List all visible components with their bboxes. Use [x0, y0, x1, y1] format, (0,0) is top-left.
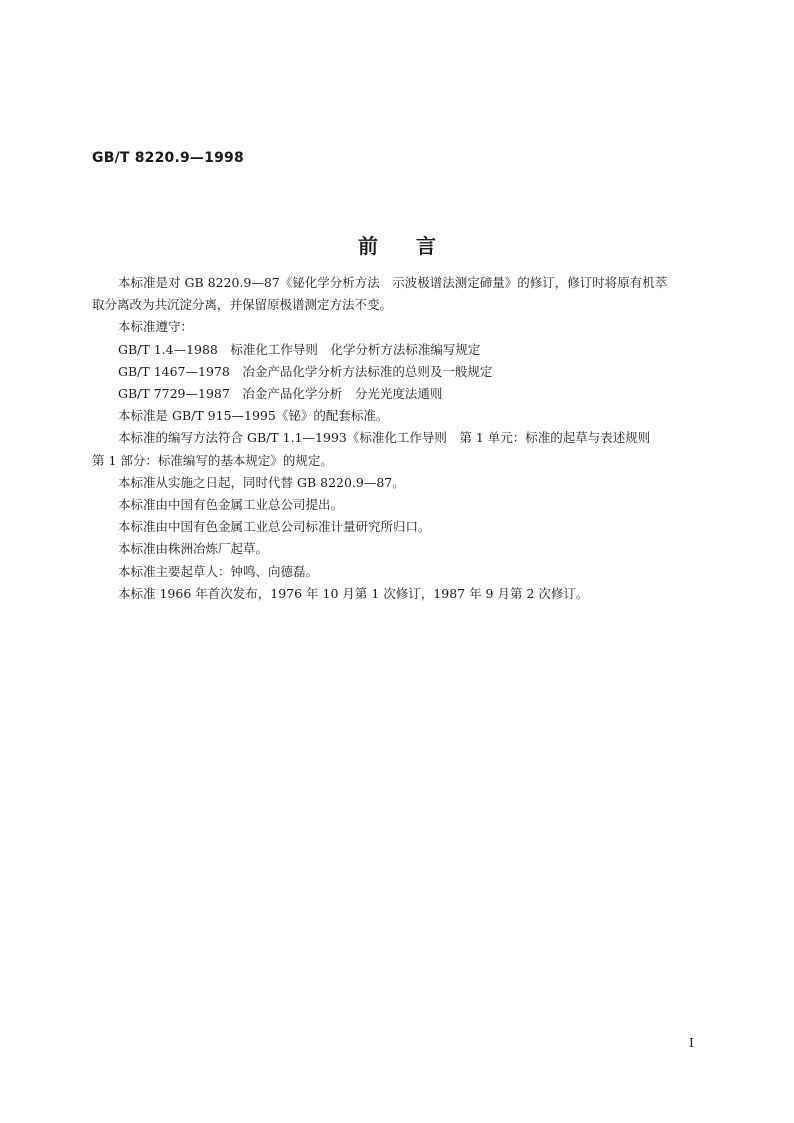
- page-number: I: [689, 1036, 694, 1050]
- standard-number: GB/T 8220.9—1998: [92, 150, 244, 166]
- paragraph-replacement: 本标准从实施之日起，同时代替 GB 8220.9—87。: [118, 474, 405, 490]
- paragraph-compliance-intro: 本标准遵守：: [118, 319, 194, 335]
- paragraph-proposer: 本标准由中国有色金属工业总公司提出。: [118, 497, 344, 513]
- reference-standard-item: GB/T 7729—1987 冶金产品化学分析 分光光度法通则: [118, 386, 443, 402]
- reference-standard-item: GB/T 1.4—1988 标准化工作导则 化学分析方法标准编写规定: [118, 341, 481, 357]
- paragraph-companion-standard: 本标准是 GB/T 915—1995《铋》的配套标准。: [118, 408, 389, 424]
- paragraph-revision-line-1: 本标准是对 GB 8220.9—87《铋化学分析方法 示波极谱法测定碲量》的修订，修订时将原有机萃: [118, 275, 668, 290]
- page-title: 前言: [358, 234, 474, 258]
- reference-standard-item: GB/T 1467—1978 冶金产品化学分析方法标准的总则及一般规定: [118, 363, 493, 379]
- foreword-body: [92, 272, 712, 605]
- paragraph-history: 本标准 1966 年首次发布，1976 年 10 月第 1 次修订，1987 年 9 月第 2 次修订。: [118, 585, 589, 601]
- paragraph-drafting-method-line-1: 本标准的编写方法符合 GB/T 1.1—1993《标准化工作导则 第 1 单元：标准的起草与表述规则: [118, 430, 651, 446]
- paragraph-revision-line-2: 取分离改为共沉淀分离，并保留原极谱测定方法不变。: [92, 297, 393, 313]
- paragraph-drafting-unit: 本标准由株洲冶炼厂起草。: [118, 541, 269, 557]
- paragraph-drafters: 本标准主要起草人：钟鸣、向德磊。: [118, 563, 319, 579]
- paragraph-drafting-method-line-2: 第 1 部分：标准编写的基本规定》的规定。: [92, 452, 333, 468]
- paragraph-administrator: 本标准由中国有色金属工业总公司标准计量研究所归口。: [118, 519, 431, 535]
